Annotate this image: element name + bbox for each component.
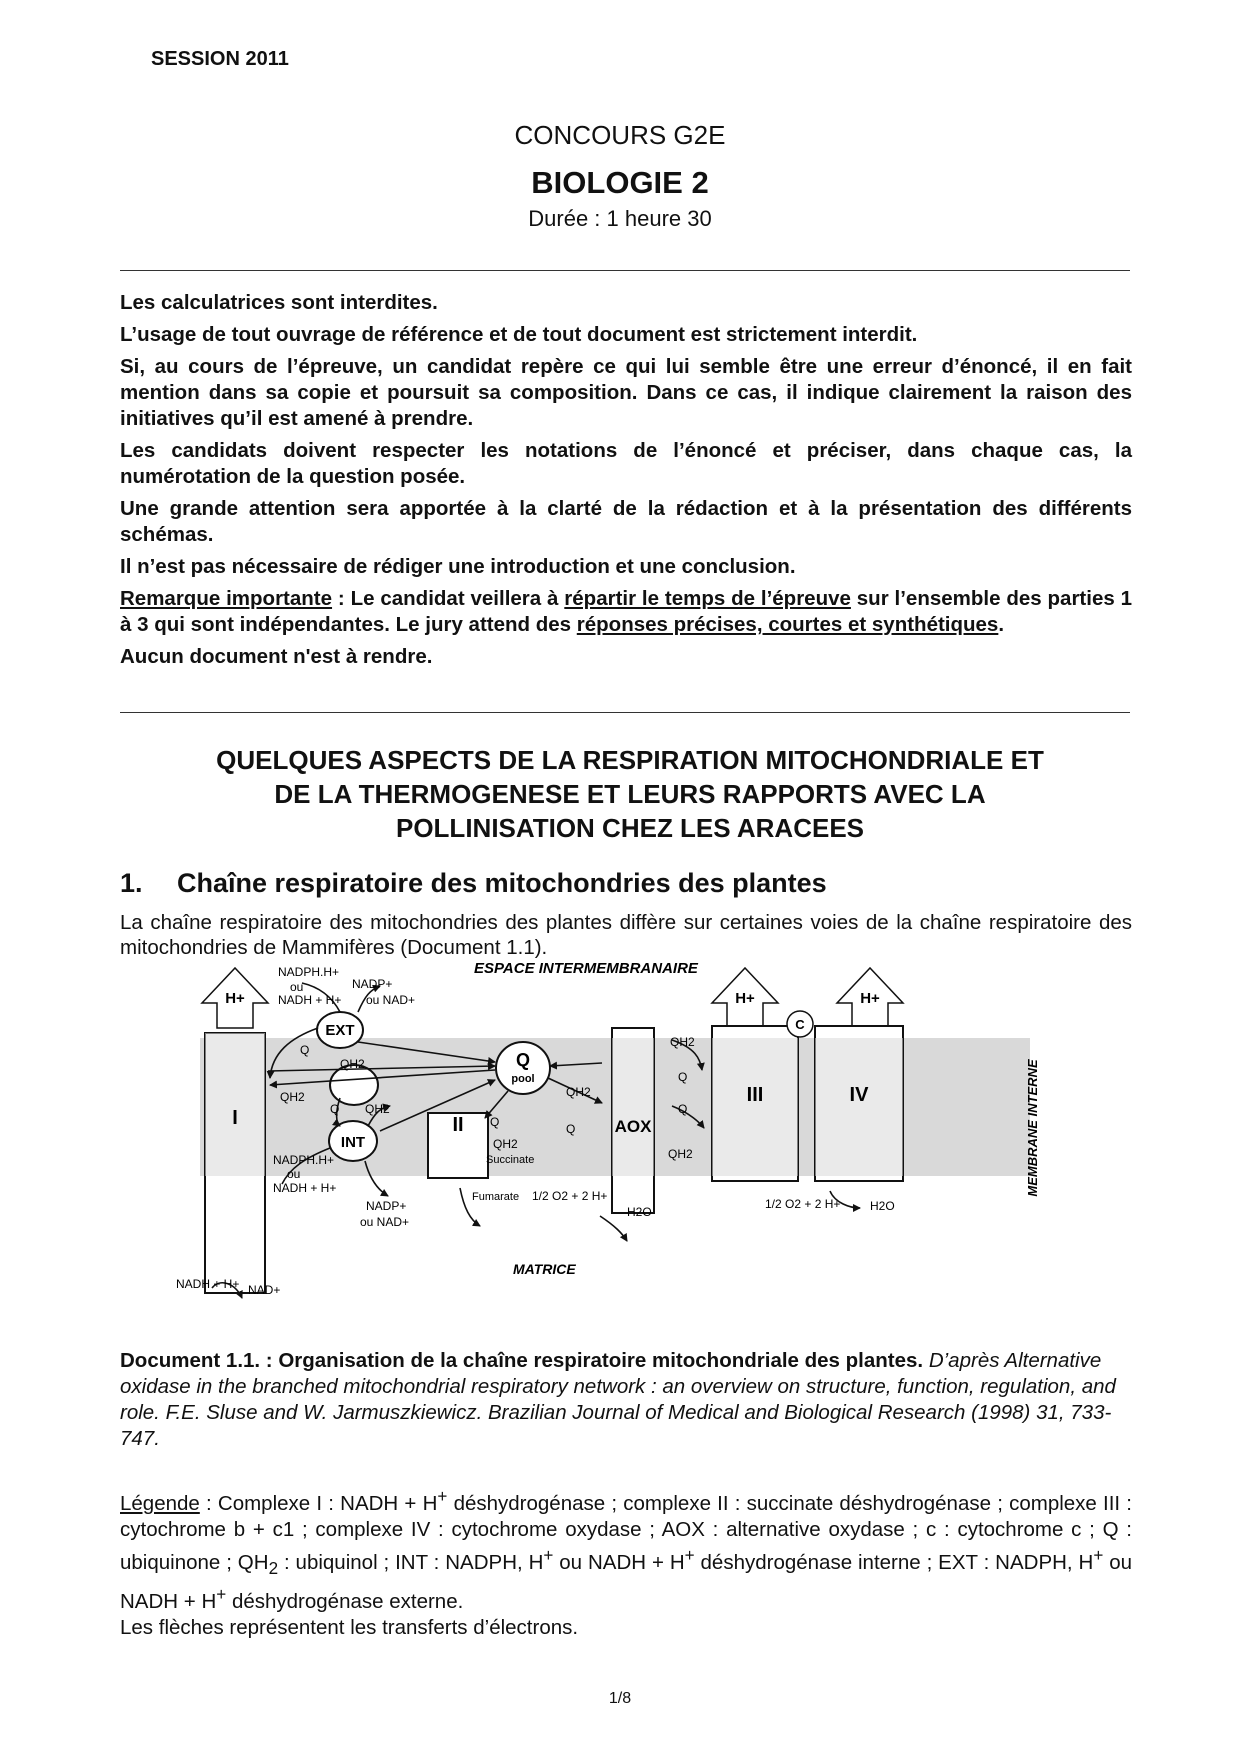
q-label-ii: Q (490, 1115, 500, 1129)
qh2-label-III-top: QH2 (670, 1035, 695, 1049)
concours-title: CONCOURS G2E (514, 120, 726, 150)
nad-bottom-label: NAD+ (248, 1283, 281, 1297)
int-dehydrogenase-body (329, 1121, 377, 1161)
qh2-label-III-bottom: QH2 (668, 1147, 693, 1161)
complex-I (205, 1033, 265, 1293)
svg-text:H+: H+ (860, 990, 880, 1007)
session-label: SESSION 2011 (151, 48, 289, 70)
section-number: 1. (120, 868, 143, 898)
complex-IV (815, 1026, 903, 1181)
nadph-int-label: NADPH.H+ (273, 1153, 335, 1167)
aox-enzyme (612, 1028, 654, 1213)
nadp-int-label: NADP+ (366, 1199, 407, 1213)
svg-text:H+: H+ (735, 990, 755, 1007)
caption-source: D’après Alternative oxidase in the branched mitochondrial respiratory network : an overview on structure, function, regulation, and role. F.E. Sluse and W. Jarmuszkiewicz. Brazilian Journal of Medical and Biological Research (1998) 31, 733-747. (120, 1349, 1116, 1450)
q-pool (496, 1042, 550, 1094)
ou-int-label: ou (287, 1167, 301, 1181)
h-plus-arrow-IV (837, 968, 903, 1028)
legend-arrows-note: Les flèches représentent les transferts d’électrons. (120, 1615, 579, 1639)
q-label-III-top: Q (678, 1070, 688, 1084)
h2o-iv-label: H2O (870, 1199, 895, 1213)
o2-iv-label: 1/2 O2 + 2 H+ (765, 1197, 841, 1211)
svg-text:II: II (452, 1114, 464, 1136)
section-title: Chaîne respiratoire des mitochondries des plantes (177, 868, 827, 898)
rule-errors: Si, au cours de l’épreuve, un candidat repère ce qui lui semble être une erreur d’énoncé, il en fait mention dans sa copie et poursuit sa composition. Dans ce cas, il indique clairement la raison des initiatives qu’il est amené à prendre. (120, 355, 1132, 430)
qh2-label-I: QH2 (280, 1090, 305, 1104)
cytochrome-c (787, 1011, 813, 1037)
ounad-int-label: ou NAD+ (360, 1215, 410, 1229)
espace-label: ESPACE INTERMEMBRANAIRE (474, 960, 698, 977)
svg-text:AOX: AOX (614, 1117, 652, 1136)
rule-intro: Il n’est pas nécessaire de rédiger une introduction et une conclusion. (120, 555, 796, 578)
qh2-label-ext: QH2 (340, 1057, 365, 1071)
nadh-int-label: NADH + H+ (273, 1181, 337, 1195)
svg-text:III: III (746, 1084, 764, 1106)
ext-dehydrogenase (317, 1012, 363, 1048)
remark-label: Remarque importante (120, 587, 333, 610)
matrice-label: MATRICE (513, 1261, 576, 1277)
main-title (150, 743, 1110, 845)
rule-remark: Remarque importante : Le candidat veillera à répartir le temps de l’épreuve sur l’ensemble des parties 1 à 3 qui sont indépendantes. Le jury attend des réponses précises, courtes et synthétiques. (120, 587, 1133, 636)
legend (120, 1484, 1132, 1641)
qh2-label-int: QH2 (365, 1102, 390, 1116)
svg-text:EXT: EXT (325, 1022, 355, 1039)
q-label-pool: Q (566, 1122, 576, 1136)
svg-text:C: C (795, 1017, 805, 1032)
rule-no-return: Aucun document n'est à rendre. (120, 645, 433, 668)
duration: Durée : 1 heure 30 (528, 206, 712, 231)
q-label-int: Q (330, 1102, 340, 1116)
main-title-line3: POLLINISATION CHEZ LES ARACEES (395, 813, 865, 843)
svg-text:I: I (232, 1107, 238, 1129)
svg-text:pool: pool (511, 1073, 535, 1085)
succinate-label: Succinate (486, 1154, 535, 1166)
fumarate-label: Fumarate (472, 1191, 520, 1203)
main-title-line2: DE LA THERMOGENESE ET LEURS RAPPORTS AVEC LA (274, 779, 986, 809)
nadph-ext-label: NADPH.H+ (278, 965, 340, 979)
ou-ext-label: ou (290, 980, 304, 994)
svg-text:IV: IV (849, 1084, 869, 1106)
nadp-ext-label: NADP+ (352, 977, 393, 991)
caption-title: Document 1.1. : Organisation de la chaîne respiratoire mitochondriale des plantes. (120, 1349, 924, 1372)
top-divider (120, 270, 1130, 271)
nadh-bottom-label: NADH + H+ (176, 1277, 240, 1291)
qh2-label-pool: QH2 (566, 1085, 591, 1099)
section-intro: La chaîne respiratoire des mitochondries des plantes diffère sur certaines voies de la chaîne respiratoire des mitochondries de Mammifères (Document 1.1). (120, 911, 1132, 959)
subject-title: BIOLOGIE 2 (531, 165, 709, 200)
ounad-ext-label: ou NAD+ (366, 993, 416, 1007)
bottom-divider (120, 712, 1130, 713)
legend-label: Légende (120, 1491, 200, 1515)
h2o-aox-label: H2O (627, 1205, 652, 1219)
exam-rules (120, 290, 1132, 676)
q-label-ext: Q (300, 1043, 310, 1057)
rule-calculators: Les calculatrices sont interdites. (120, 291, 438, 314)
svg-text:H+: H+ (225, 990, 245, 1007)
h-plus-arrow-I (202, 968, 268, 1028)
page-number: 1/8 (608, 1690, 632, 1707)
rule-clarity: Une grande attention sera apportée à la clarté de la rédaction et à la présentation des différents schémas. (120, 497, 1132, 546)
o2-aox-label: 1/2 O2 + 2 H+ (532, 1189, 608, 1203)
h-plus-arrow-III (712, 968, 778, 1028)
membrane-label: MEMBRANE INTERNE (1025, 1059, 1040, 1197)
remark-underline-answers: réponses précises, courtes et synthétiques (576, 613, 999, 636)
svg-text:Q: Q (515, 1050, 531, 1070)
document-caption (120, 1348, 1132, 1452)
section-heading (120, 868, 827, 899)
complex-II (428, 1113, 488, 1178)
qh2-label-ii: QH2 (493, 1137, 518, 1151)
respiratory-chain-diagram (176, 958, 1070, 1338)
rule-documents: L’usage de tout ouvrage de référence et de tout document est strictement interdit. (120, 323, 918, 346)
complex-III (712, 1026, 798, 1181)
int-dehydrogenase (330, 1065, 378, 1105)
legend-text: Légende : Complexe I : NADH + H+ déshydrogénase ; complexe II : succinate déshydrogénase ; complexe III : cytochrome b + c1 ; complexe IV : cytochrome oxydase ; AOX : alternative oxydase ; c : cytochrome c ; Q : ubiquinone ; $QH_2$ : ubiquinol ; INT : NADPH, H+ ou NADH + H+ déshydrogénase interne ; EXT : NADPH, H+ ou NADH + H+ déshydrogénase externe. (120, 1487, 1133, 1613)
q-label-III-bottom: Q (678, 1102, 688, 1116)
remark-underline-time: répartir le temps de l’épreuve (564, 587, 851, 610)
rule-notations: Les candidats doivent respecter les notations de l’énoncé et préciser, dans chaque cas, la numérotation de la question posée. (120, 439, 1132, 488)
svg-text:INT: INT (340, 1134, 366, 1151)
nadh-ext-label: NADH + H+ (278, 993, 342, 1007)
main-title-line1: QUELQUES ASPECTS DE LA RESPIRATION MITOCHONDRIALE ET (216, 745, 1044, 775)
